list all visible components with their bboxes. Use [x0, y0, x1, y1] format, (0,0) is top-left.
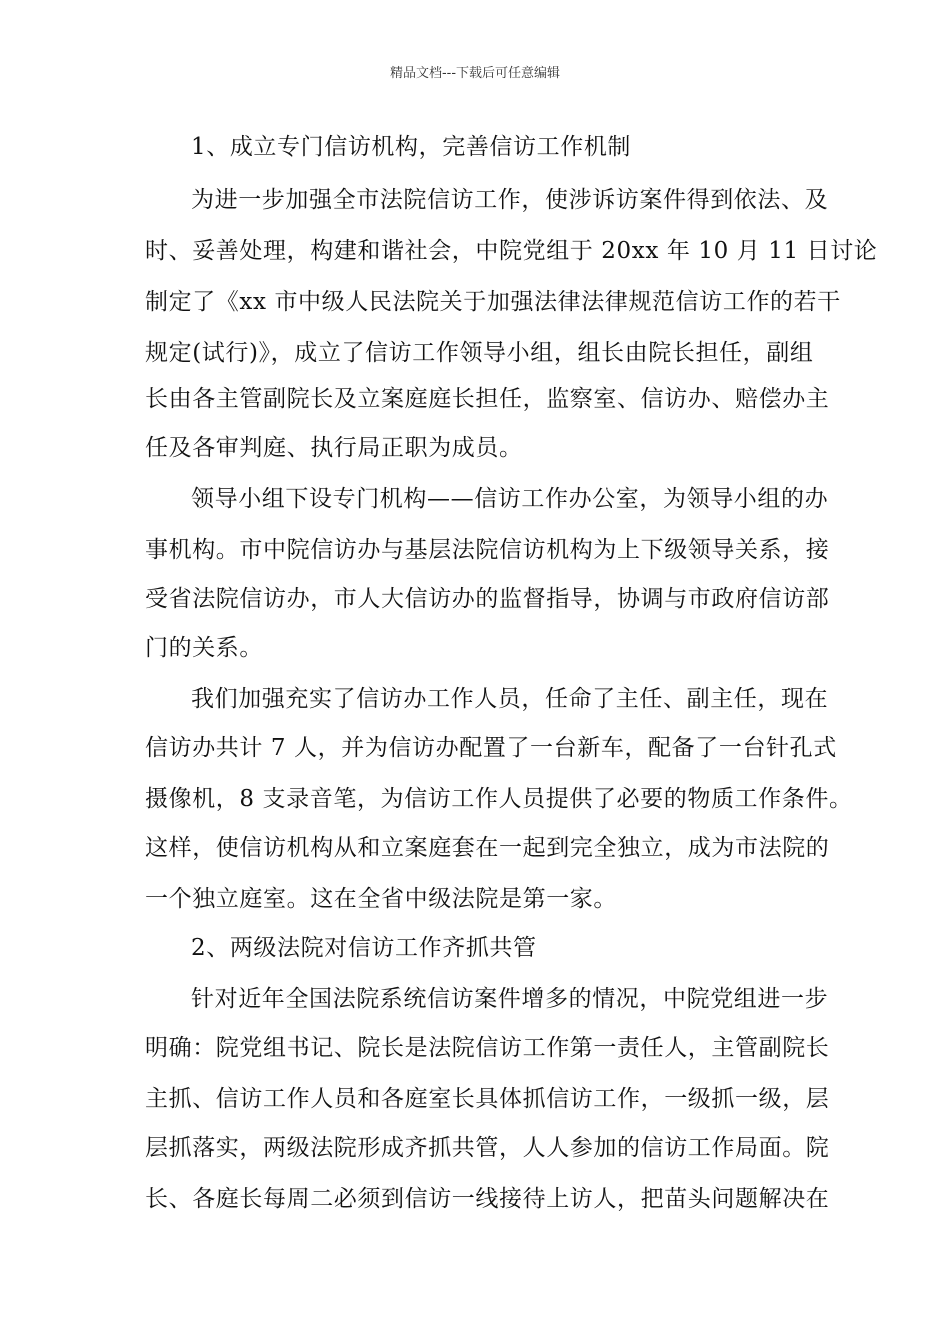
text-line: 领导小组下设专门机构——信访工作办公室，为领导小组的办 [191, 486, 829, 512]
text-line: 主抓、信访工作人员和各庭室长具体抓信访工作，一级抓一级，层 [145, 1086, 830, 1112]
text-line: 长由各主管副院长及立案庭庭长担任，监察室、信访办、赔偿办主 [145, 386, 830, 412]
text-line: 门的关系。 [145, 635, 263, 661]
text-line: 长、各庭长每周二必须到信访一线接待上访人，把苗头问题解决在 [145, 1186, 830, 1212]
section-heading-1: 1、成立专门信访机构，完善信访工作机制 [191, 134, 632, 160]
text-line: 层抓落实，两级法院形成齐抓共管，人人参加的信访工作局面。院 [145, 1135, 830, 1161]
text-line: 受省法院信访办，市人大信访办的监督指导，协调与市政府信访部 [145, 586, 830, 612]
text-line: 任及各审判庭、执行局正职为成员。 [145, 435, 523, 461]
text-line: 明确：院党组书记、院长是法院信访工作第一责任人，主管副院长 [145, 1035, 830, 1061]
section-heading-2: 2、两级法院对信访工作齐抓共管 [191, 935, 537, 961]
text-line: 摄像机，8 支录音笔，为信访工作人员提供了必要的物质工作条件。 [145, 786, 853, 812]
text-line: 一个独立庭室。这在全省中级法院是第一家。 [145, 886, 617, 912]
page-header: 精品文档---下载后可任意编辑 [389, 66, 561, 81]
text-line: 制定了《xx 市中级人民法院关于加强法律法律规范信访工作的若干 [145, 289, 841, 315]
text-line: 时、妥善处理，构建和谐社会，中院党组于 20xx 年 10 月 11 日讨论 [145, 238, 878, 264]
text-line: 规定(试行)》，成立了信访工作领导小组，组长由院长担任，副组 [145, 340, 814, 366]
text-line: 为进一步加强全市法院信访工作，使涉诉访案件得到依法、及 [191, 187, 829, 213]
text-line: 事机构。市中院信访办与基层法院信访机构为上下级领导关系，接 [145, 537, 830, 563]
text-line: 信访办共计 7 人，并为信访办配置了一台新车，配备了一台针孔式 [145, 735, 837, 761]
text-line: 针对近年全国法院系统信访案件增多的情况，中院党组进一步 [191, 986, 829, 1012]
text-line: 我们加强充实了信访办工作人员，任命了主任、副主任，现在 [191, 686, 829, 712]
text-line: 这样，使信访机构从和立案庭套在一起到完全独立，成为市法院的 [145, 835, 830, 861]
